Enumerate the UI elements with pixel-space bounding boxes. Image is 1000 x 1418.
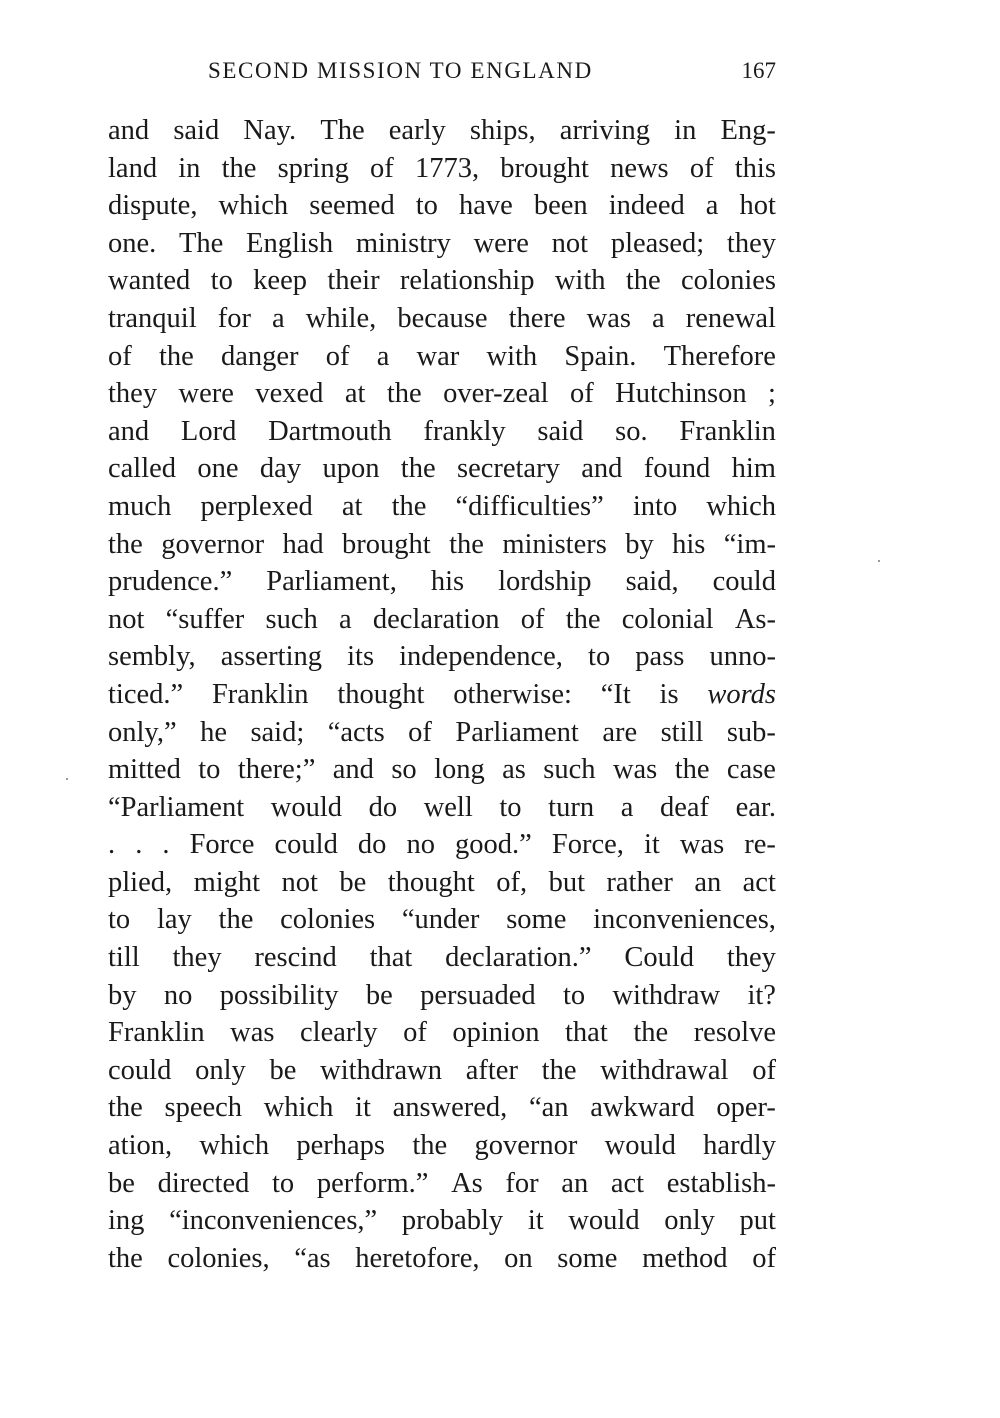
word: asserting	[220, 641, 323, 673]
word: one.	[108, 227, 157, 259]
word: found	[643, 453, 711, 485]
text-line	[108, 488, 776, 526]
word: at	[341, 490, 363, 522]
word: indeed	[608, 190, 685, 222]
word: good.”	[455, 829, 532, 861]
word: not	[108, 603, 145, 635]
word: to	[588, 641, 611, 673]
text-line	[108, 1052, 776, 1090]
word: because	[397, 302, 488, 334]
word: a	[705, 190, 719, 222]
word: could	[274, 829, 338, 861]
word: the	[218, 904, 254, 936]
word: inconveniences,	[593, 904, 776, 936]
word: news	[610, 152, 669, 184]
word: renewal	[685, 302, 776, 334]
word: it	[643, 829, 660, 861]
text-line	[108, 413, 776, 451]
word: of	[370, 152, 394, 184]
word: Franklin	[211, 678, 309, 710]
word: such	[265, 603, 318, 635]
word: still	[660, 716, 704, 748]
word: ation,	[108, 1130, 173, 1162]
word: it	[355, 1092, 371, 1124]
word: Franklin	[679, 415, 776, 447]
word: colonies,	[167, 1242, 270, 1274]
word: deaf	[659, 791, 710, 823]
word: Hutchinson	[615, 378, 747, 410]
word: sub-	[726, 716, 776, 748]
word: of	[520, 603, 545, 635]
word: were	[178, 378, 234, 410]
word: secretary	[456, 453, 560, 485]
word: of	[752, 1054, 776, 1086]
word: they	[108, 378, 158, 410]
text-line	[108, 714, 776, 752]
word: land	[108, 152, 158, 184]
word: perhaps	[296, 1130, 386, 1162]
word: 1773,	[414, 152, 480, 184]
text-line	[108, 826, 776, 864]
word: Could	[624, 942, 695, 974]
word: Eng-	[720, 115, 776, 146]
word: .	[108, 829, 116, 861]
text-line	[108, 526, 776, 564]
word: could	[108, 1054, 172, 1086]
word: that	[369, 942, 413, 974]
word: called	[108, 453, 177, 485]
text-line	[108, 450, 776, 488]
emphasis: words	[707, 678, 776, 710]
word: act	[742, 866, 776, 898]
word: only,”	[108, 716, 177, 748]
word: day	[259, 453, 302, 485]
word: early	[388, 115, 446, 146]
word: while,	[305, 302, 377, 334]
text-line	[108, 1165, 776, 1203]
word: of	[569, 378, 594, 410]
text-line	[108, 864, 776, 902]
word: of	[325, 340, 350, 372]
word: they	[172, 942, 222, 974]
word: it?	[747, 979, 776, 1011]
word: with	[554, 265, 606, 297]
word: was	[612, 754, 658, 786]
word: and	[108, 415, 150, 447]
word: unno-	[709, 641, 776, 673]
word: the	[625, 265, 661, 297]
text-line	[108, 1202, 776, 1240]
word: colonial	[621, 603, 714, 635]
word: brought	[500, 152, 589, 184]
word: awkward	[590, 1092, 695, 1124]
word: but	[548, 866, 585, 898]
word: directed	[157, 1167, 250, 1199]
word: him	[731, 453, 776, 485]
text-line	[108, 150, 776, 188]
word: English	[246, 227, 334, 259]
word: a	[376, 340, 390, 372]
word: the	[108, 1092, 143, 1124]
word: keep	[253, 265, 307, 297]
word: which	[199, 1130, 270, 1162]
word: ministry	[355, 227, 451, 259]
word: Parliament	[455, 716, 579, 748]
text-line	[108, 977, 776, 1015]
word: persuaded	[420, 979, 536, 1011]
running-head	[108, 58, 776, 92]
word: to	[562, 979, 586, 1011]
word: do	[357, 829, 387, 861]
word: Dartmouth	[268, 415, 392, 447]
word: be	[339, 866, 367, 898]
word: the	[633, 1017, 669, 1049]
word: be	[269, 1054, 297, 1086]
word: tranquil	[108, 302, 197, 334]
word: thought	[387, 866, 475, 898]
word: As-	[734, 603, 776, 635]
text-line	[108, 601, 776, 639]
word: for	[505, 1167, 539, 1199]
text-line	[108, 375, 776, 413]
word: some	[557, 1242, 618, 1274]
word: answered,	[392, 1092, 508, 1124]
word: so.	[615, 415, 648, 447]
word: was	[679, 829, 725, 861]
word: withdrawal	[600, 1054, 729, 1086]
word: hot	[739, 190, 776, 222]
word: that	[565, 1017, 608, 1049]
word: be	[108, 1167, 135, 1199]
word: “under	[401, 904, 480, 936]
word: which	[263, 1092, 334, 1124]
text-line	[108, 751, 776, 789]
word: the	[412, 1130, 448, 1162]
word: it	[527, 1205, 544, 1237]
word: “an	[528, 1092, 569, 1124]
word: with	[486, 340, 538, 372]
word: there	[508, 302, 566, 334]
page-number: 167	[741, 58, 776, 83]
word: declaration	[372, 603, 500, 635]
word: the	[674, 754, 710, 786]
word: Nay.	[243, 115, 297, 146]
word: the	[221, 152, 257, 184]
word: its	[347, 641, 375, 673]
word: a	[652, 302, 665, 334]
word: hardly	[703, 1130, 776, 1162]
word: were	[473, 227, 529, 259]
word: in	[674, 115, 697, 146]
word: “inconveniences,”	[169, 1205, 378, 1237]
word: put	[739, 1205, 776, 1237]
word: rather	[606, 866, 673, 898]
word: only	[195, 1054, 246, 1086]
text-line	[108, 1127, 776, 1165]
word: ;	[768, 378, 776, 410]
word: there;”	[237, 754, 316, 786]
word: case	[726, 754, 776, 786]
word: “difficulties”	[455, 490, 604, 522]
text-line	[108, 1089, 776, 1127]
word: to	[108, 904, 131, 936]
word: said;	[250, 716, 305, 748]
word: would	[568, 1205, 640, 1237]
word: much	[108, 490, 172, 522]
word: rescind	[254, 942, 337, 974]
word: dispute,	[108, 190, 198, 222]
word: withdraw	[612, 979, 721, 1011]
word: after	[465, 1054, 518, 1086]
word: a	[338, 603, 352, 635]
word: which	[218, 190, 289, 222]
word: are	[602, 716, 638, 748]
text-line	[108, 901, 776, 939]
word: perplexed	[200, 490, 313, 522]
word: otherwise:	[453, 678, 572, 710]
word: mitted	[108, 754, 181, 786]
word: ticed.”	[108, 678, 184, 710]
word: long	[434, 754, 485, 786]
text-line	[108, 112, 776, 150]
word: been	[533, 190, 588, 222]
word: would	[604, 1130, 676, 1162]
word: As	[451, 1167, 483, 1199]
word: to	[198, 754, 221, 786]
word: resolve	[693, 1017, 776, 1049]
text-line	[108, 563, 776, 601]
word: The	[179, 227, 224, 259]
word: a	[272, 302, 285, 334]
word: vexed	[255, 378, 324, 410]
text-line	[108, 939, 776, 977]
word: their	[327, 265, 380, 297]
word: is	[659, 678, 679, 710]
word: as	[502, 754, 526, 786]
word: clearly	[300, 1017, 378, 1049]
word: relationship	[399, 265, 535, 297]
word: ships,	[469, 115, 536, 146]
word: seemed	[309, 190, 395, 222]
word: Therefore	[663, 340, 776, 372]
word: and	[108, 115, 150, 146]
word: this	[734, 152, 776, 184]
word: be	[365, 979, 393, 1011]
word: the	[386, 378, 422, 410]
running-title: SECOND MISSION TO ENGLAND	[208, 58, 593, 83]
word: the	[391, 490, 427, 522]
word: was	[230, 1017, 275, 1049]
word: oper-	[716, 1092, 776, 1124]
word: would	[270, 791, 342, 823]
text-line	[108, 187, 776, 225]
word: governor	[474, 1130, 578, 1162]
word: till	[108, 942, 140, 974]
word: which	[706, 490, 776, 522]
word: said,	[625, 566, 679, 598]
word: “as	[294, 1242, 331, 1274]
text-line	[108, 1014, 776, 1052]
word: they	[726, 227, 776, 259]
word: colonies	[280, 904, 376, 936]
word: was	[586, 302, 631, 334]
word: possibility	[219, 979, 339, 1011]
word: said	[537, 415, 584, 447]
word: of	[108, 340, 132, 372]
word: to	[210, 265, 233, 297]
text-line	[108, 262, 776, 300]
word: over-zeal	[443, 378, 549, 410]
word: plied,	[108, 866, 173, 898]
word: probably	[401, 1205, 504, 1237]
word: the	[400, 453, 436, 485]
word: Franklin	[108, 1017, 205, 1049]
word: establish-	[666, 1167, 776, 1199]
word: re-	[744, 829, 776, 861]
word: for	[217, 302, 251, 334]
word: “Parliament	[108, 791, 245, 823]
word: the	[449, 528, 484, 560]
word: only	[664, 1205, 715, 1237]
word: heretofore,	[355, 1242, 480, 1274]
scan-speck	[878, 560, 880, 562]
word: no	[406, 829, 435, 861]
word: war	[416, 340, 460, 372]
word: do	[368, 791, 398, 823]
word: pass	[635, 641, 685, 673]
word: on	[504, 1242, 533, 1274]
word: act	[610, 1167, 645, 1199]
word: by	[108, 979, 137, 1011]
word: have	[459, 190, 513, 222]
word: “It	[600, 678, 631, 710]
word: of	[408, 716, 432, 748]
word: well	[423, 791, 473, 823]
word: into	[632, 490, 678, 522]
word: “suffer	[165, 603, 245, 635]
word: brought	[342, 528, 431, 560]
word: might	[193, 866, 261, 898]
word: The	[320, 115, 365, 146]
word: ing	[108, 1205, 145, 1237]
word: the	[108, 1242, 143, 1274]
word: a	[620, 791, 634, 823]
word: an	[561, 1167, 589, 1199]
word: method	[642, 1242, 728, 1274]
word: .	[135, 829, 143, 861]
word: Lord	[180, 415, 237, 447]
text-line	[108, 338, 776, 376]
word: of	[689, 152, 714, 184]
body-text	[108, 112, 776, 1277]
word: speech	[164, 1092, 243, 1124]
word: sembly,	[108, 641, 196, 673]
word: arriving	[559, 115, 651, 146]
word: frankly	[423, 415, 506, 447]
text-line	[108, 638, 776, 676]
word: his	[430, 566, 465, 598]
word: spring	[277, 152, 349, 184]
word: the	[565, 603, 601, 635]
word: “im-	[723, 528, 776, 560]
word: the	[108, 528, 143, 560]
word: Parliament,	[266, 566, 397, 598]
word: the	[541, 1054, 577, 1086]
word: Force	[189, 829, 255, 861]
word: prudence.”	[108, 566, 233, 598]
word: he	[200, 716, 227, 748]
word: lay	[156, 904, 192, 936]
text-line	[108, 1240, 776, 1278]
word: to	[415, 190, 438, 222]
word: Spain.	[564, 340, 637, 372]
word: and	[581, 453, 623, 485]
word: governor	[161, 528, 265, 560]
word	[707, 676, 776, 714]
word: in	[178, 152, 201, 184]
word: his	[672, 528, 706, 560]
word: to	[499, 791, 522, 823]
word: wanted	[108, 265, 191, 297]
word: ear.	[735, 791, 776, 823]
word: .	[162, 829, 170, 861]
word: not	[281, 866, 318, 898]
word: independence,	[399, 641, 563, 673]
word: pleased;	[610, 227, 705, 259]
word: thought	[337, 678, 425, 710]
text-line	[108, 300, 776, 338]
text-line	[108, 225, 776, 263]
word: one	[197, 453, 239, 485]
word: so	[391, 754, 417, 786]
word: of	[752, 1242, 776, 1274]
word: to	[272, 1167, 295, 1199]
word: the	[158, 340, 194, 372]
word: perform.”	[316, 1167, 429, 1199]
word: ministers	[502, 528, 607, 560]
word: could	[712, 566, 776, 598]
word: said	[173, 115, 220, 146]
word: not	[551, 227, 589, 259]
word: had	[282, 528, 324, 560]
word: turn	[548, 791, 595, 823]
word: opinion	[452, 1017, 540, 1049]
word: declaration.”	[445, 942, 592, 974]
word: at	[344, 378, 366, 410]
word: withdrawn	[320, 1054, 442, 1086]
word: some	[506, 904, 567, 936]
text-line	[108, 789, 776, 827]
word: “acts	[327, 716, 385, 748]
word: no	[163, 979, 193, 1011]
text-line	[108, 676, 776, 714]
word: such	[543, 754, 596, 786]
word: by	[625, 528, 654, 560]
word: colonies	[681, 265, 776, 297]
word: an	[694, 866, 722, 898]
word: danger	[220, 340, 299, 372]
word: of	[403, 1017, 427, 1049]
word: and	[332, 754, 374, 786]
word: they	[726, 942, 776, 974]
word: of,	[496, 866, 528, 898]
word: Force,	[551, 829, 624, 861]
word: lordship	[498, 566, 592, 598]
scan-speck	[66, 778, 68, 780]
word: upon	[322, 453, 380, 485]
